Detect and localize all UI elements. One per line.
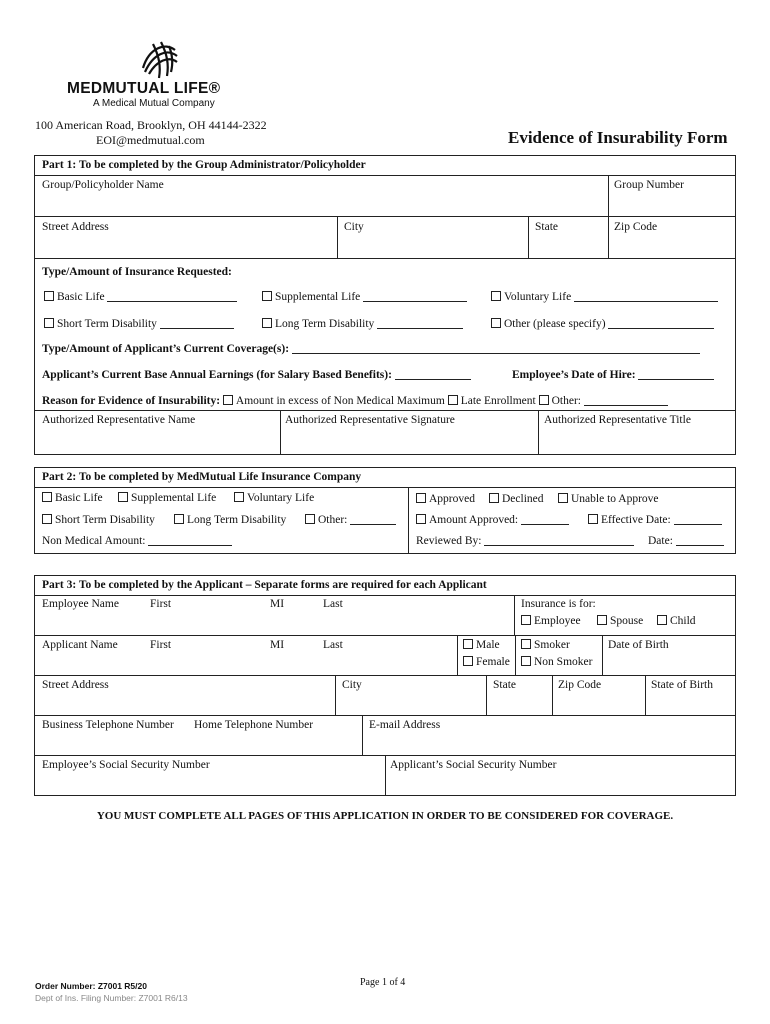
voluntary-life-option[interactable]: Voluntary Life: [491, 291, 718, 303]
base-earnings-field[interactable]: Applicant’s Current Base Annual Earnings (for Salary Based Benefits):: [42, 369, 471, 381]
non-medical-amount-field[interactable]: Non Medical Amount:: [42, 535, 232, 547]
group-name-label: Group/Policyholder Name: [42, 179, 164, 191]
completion-notice: YOU MUST COMPLETE ALL PAGES OF THIS APPLICATION IN ORDER TO BE CONSIDERED FOR COVERAGE.: [96, 810, 674, 822]
declined-option[interactable]: Declined: [489, 493, 544, 505]
effective-date-field[interactable]: Effective Date:: [588, 514, 722, 526]
gender-female[interactable]: Female: [463, 656, 510, 668]
current-coverage-field[interactable]: Type/Amount of Applicant’s Current Coverage(s):: [42, 343, 700, 355]
state-of-birth-label: State of Birth: [651, 679, 713, 691]
page-number: Page 1 of 4: [360, 977, 406, 988]
short-term-disability-option[interactable]: Short Term Disability: [44, 318, 234, 330]
amount-approved-field[interactable]: Amount Approved:: [416, 514, 569, 526]
applicant-zip-label: Zip Code: [558, 679, 602, 691]
reason-eoi-field[interactable]: Reason for Evidence of Insurability: Amount in excess of Non Medical Maximum Late Enrollment Other:: [42, 395, 668, 407]
unable-to-approve-option[interactable]: Unable to Approve: [558, 493, 659, 505]
applicant-mi-label: MI: [270, 639, 285, 651]
filing-number: Dept of Ins. Filing Number: Z7001 R6/13: [35, 993, 188, 1003]
smoker-option[interactable]: Smoker: [521, 639, 570, 651]
date-of-hire-field[interactable]: Employee’s Date of Hire:: [512, 369, 714, 381]
applicant-state-label: State: [493, 679, 516, 691]
applicant-name-label: Applicant Name: [42, 639, 118, 651]
supplemental-life-option[interactable]: Supplemental Life: [262, 291, 467, 303]
street-address-label: Street Address: [42, 221, 109, 233]
part2-long-term-disability[interactable]: Long Term Disability: [174, 514, 286, 526]
checkbox[interactable]: [44, 291, 54, 301]
checkbox[interactable]: [44, 318, 54, 328]
part2-voluntary-life[interactable]: Voluntary Life: [234, 492, 314, 504]
company-email[interactable]: EOI@medmutual.com: [96, 133, 205, 147]
group-number-label: Group Number: [614, 179, 684, 191]
checkbox[interactable]: [262, 318, 272, 328]
checkbox[interactable]: [491, 318, 501, 328]
employee-last-label: Last: [323, 598, 343, 610]
applicant-ssn-label: Applicant’s Social Security Number: [390, 759, 557, 771]
checkbox[interactable]: [491, 291, 501, 301]
form-title: Evidence of Insurability Form: [508, 128, 728, 147]
rep-signature-label: Authorized Representative Signature: [285, 414, 455, 426]
email-address-label: E-mail Address: [369, 719, 441, 731]
long-term-disability-option[interactable]: Long Term Disability: [262, 318, 463, 330]
basic-life-option[interactable]: Basic Life: [44, 291, 237, 303]
approved-option[interactable]: Approved: [416, 493, 475, 505]
company-tagline: A Medical Mutual Company: [93, 98, 215, 109]
part2-other[interactable]: Other:: [305, 514, 396, 526]
part2-supplemental-life[interactable]: Supplemental Life: [118, 492, 216, 504]
type-amount-label: Type/Amount of Insurance Requested:: [42, 266, 232, 278]
checkbox[interactable]: [262, 291, 272, 301]
part2-basic-life[interactable]: Basic Life: [42, 492, 103, 504]
insurance-for-child[interactable]: Child: [657, 615, 696, 627]
order-number: Order Number: Z7001 R5/20: [35, 981, 147, 991]
employee-ssn-label: Employee’s Social Security Number: [42, 759, 210, 771]
part2-date-field[interactable]: Date:: [648, 535, 724, 547]
city-label: City: [344, 221, 364, 233]
applicant-first-label: First: [150, 639, 172, 651]
gender-male[interactable]: Male: [463, 639, 500, 651]
company-name: MEDMUTUAL LIFE®: [67, 80, 221, 97]
insurance-for-employee[interactable]: Employee: [521, 615, 581, 627]
business-phone-label: Business Telephone Number: [42, 719, 174, 731]
insurance-for-label: Insurance is for:: [521, 598, 596, 610]
part3-heading: Part 3: To be completed by the Applicant – Separate forms are required for each Applicant: [42, 579, 487, 591]
applicant-last-label: Last: [323, 639, 343, 651]
date-of-birth-label: Date of Birth: [608, 639, 669, 651]
applicant-city-label: City: [342, 679, 362, 691]
employee-mi-label: MI: [270, 598, 285, 610]
rep-title-label: Authorized Representative Title: [544, 414, 691, 426]
state-label: State: [535, 221, 558, 233]
rep-name-label: Authorized Representative Name: [42, 414, 196, 426]
other-specify-option[interactable]: Other (please specify): [491, 318, 714, 330]
part2-short-term-disability[interactable]: Short Term Disability: [42, 514, 155, 526]
medmutual-globe-icon: [135, 38, 183, 80]
home-phone-label: Home Telephone Number: [194, 719, 314, 731]
employee-first-label: First: [150, 598, 172, 610]
zip-code-label: Zip Code: [614, 221, 658, 233]
reviewed-by-field[interactable]: Reviewed By:: [416, 535, 634, 547]
part1-heading: Part 1: To be completed by the Group Administrator/Policyholder: [42, 159, 366, 171]
company-address: 100 American Road, Brooklyn, OH 44144-2322: [35, 118, 267, 132]
insurance-for-spouse[interactable]: Spouse: [597, 615, 643, 627]
employee-name-label: Employee Name: [42, 598, 119, 610]
part2-heading: Part 2: To be completed by MedMutual Life Insurance Company: [42, 471, 362, 483]
applicant-street-label: Street Address: [42, 679, 109, 691]
non-smoker-option[interactable]: Non Smoker: [521, 656, 592, 668]
